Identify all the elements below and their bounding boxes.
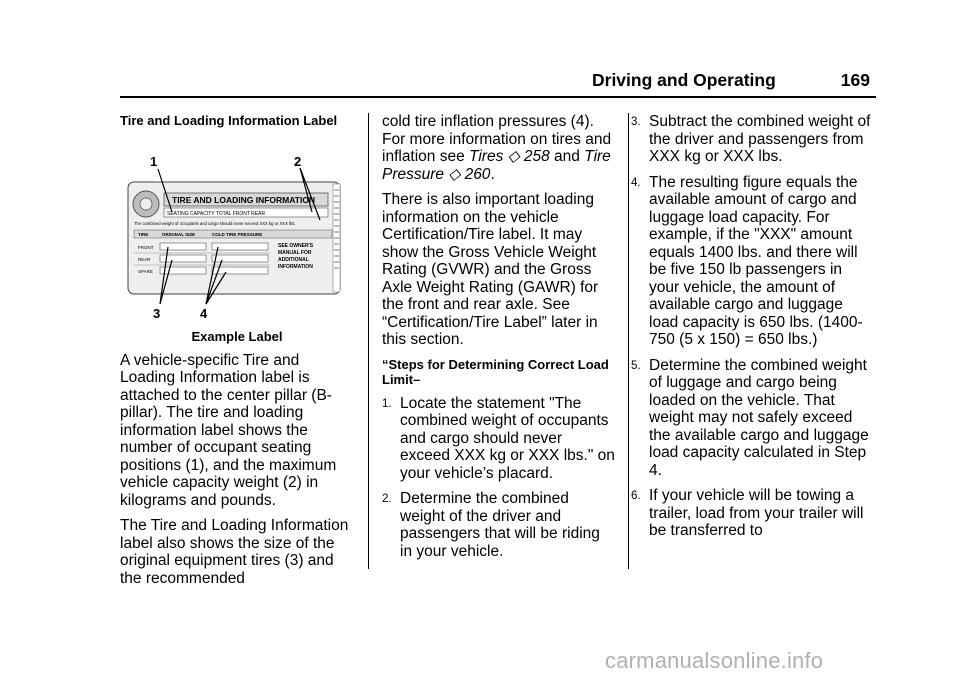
step-number: 3.: [631, 116, 641, 128]
list-item: [631, 487, 876, 540]
column-divider: [628, 113, 629, 569]
xref-tires[interactable]: Tires: [469, 148, 504, 165]
figure-caption: Example Label: [191, 329, 283, 344]
example-label-figure: [120, 152, 354, 322]
page-number: 169: [840, 70, 870, 90]
column-3: [631, 113, 876, 548]
label-see-owners-3: ADDITIONAL: [278, 257, 309, 263]
label-see-owners-1: SEE OWNER'S: [278, 243, 314, 249]
step-text: Determine the combined weight of the driver and passengers that will be riding in your vehicle.: [400, 490, 600, 560]
callout-1: 1: [150, 154, 158, 169]
header-rule: [120, 96, 876, 98]
list-item: [382, 490, 616, 560]
label-row-spare: SPARE: [138, 269, 153, 274]
step-text: Determine the combined weight of luggage and cargo being loaded on the vehicle. That weight may not safely exceed the available cargo and luggage load capacity calculated in Step 4.: [649, 356, 869, 479]
steps-list: [631, 113, 876, 540]
step-text: Subtract the combined weight of the driver and passengers from XXX kg or XXX lbs.: [649, 113, 871, 165]
column-divider: [368, 113, 369, 569]
label-title: TIRE AND LOADING INFORMATION: [172, 195, 316, 205]
text-run: cold tire inflation pressures (4). For more information on tires and inflation see: [382, 113, 612, 165]
paragraph: There is also important loading information on the vehicle Certification/Tire label. It may show the Gross Vehicle Weight Rating (GVWR) and the Gross Axle Weight Rating (GAWR) for the front and rear axle. See “Certification/Tire Label” later in this section.: [382, 191, 599, 348]
step-text: The resulting figure equals the available amount of cargo and luggage load capacity. For example, if the "XXX" amount equals 1400 lbs. and there will be five 150 lb passengers in your vehicle, the amount of available cargo and luggage load capacity is 650 lbs. (1400-750 (5 x 150) = 650 lbs.): [649, 173, 863, 348]
list-item: [631, 113, 876, 166]
text-run: and: [549, 148, 585, 165]
step-text: If your vehicle will be towing a trailer, load from your trailer will be transferred to: [649, 487, 864, 539]
column-1: [120, 113, 354, 595]
section-title: Driving and Operating: [592, 70, 776, 90]
label-col-cold-pressure: COLD TIRE PRESSURE: [212, 232, 263, 237]
steps-heading: “Steps for Determining Correct Load Limit–: [382, 356, 609, 387]
paragraph: The Tire and Loading Information label also shows the size of the original equipment tires (3) and the recommended: [120, 517, 349, 587]
label-col-tire: TIRE: [138, 232, 149, 237]
subheading-tire-loading: Tire and Loading Information Label: [120, 113, 338, 128]
label-row-rear: REAR: [138, 257, 151, 262]
callout-2: 2: [294, 154, 302, 169]
label-see-owners-2: MANUAL FOR: [278, 250, 312, 256]
step-number: 5.: [631, 359, 641, 372]
label-seating-row: SEATING CAPACITY TOTAL FRONT REAR: [167, 211, 266, 217]
xref-tire-pressure[interactable]: Tire Pressure: [382, 148, 611, 183]
tire-label-illustration: [120, 152, 354, 322]
step-number: 1.: [382, 397, 392, 410]
callout-4: 4: [200, 306, 208, 321]
text-run: .: [490, 165, 495, 183]
xref-tires-page[interactable]: ◇ 258: [507, 148, 550, 165]
step-number: 6.: [631, 490, 641, 502]
step-text: Locate the statement "The combined weight of occupants and cargo should never exceed XXX kg or XXX lbs." on your vehicle’s placard.: [400, 394, 615, 482]
paragraph: [382, 113, 616, 183]
label-see-owners-4: INFORMATION: [278, 264, 313, 270]
label-col-original-size: ORIGINAL SIZE: [162, 232, 196, 237]
callout-3: 3: [153, 306, 161, 321]
step-number: 2.: [382, 493, 392, 505]
step-number: 4.: [631, 176, 641, 189]
paragraph: A vehicle-specific Tire and Loading Information label is attached to the center pillar (B-pillar). The tire and loading information label shows the number of occupant seating positions (1), and the maximum vehicle capacity weight (2) in kilograms and pounds.: [120, 351, 337, 509]
list-item: [631, 174, 876, 349]
label-combined-line: The combined weight of occupants and cargo should never exceed XXX kg or XXX lbs.: [134, 221, 296, 226]
column-2: [382, 113, 616, 568]
watermark: carmanualsonline.info: [605, 648, 824, 673]
xref-tire-pressure-page[interactable]: ◇ 260: [448, 165, 491, 183]
label-row-front: FRONT: [138, 245, 154, 250]
steps-list: [382, 395, 616, 561]
list-item: [631, 357, 876, 480]
list-item: [382, 395, 616, 483]
